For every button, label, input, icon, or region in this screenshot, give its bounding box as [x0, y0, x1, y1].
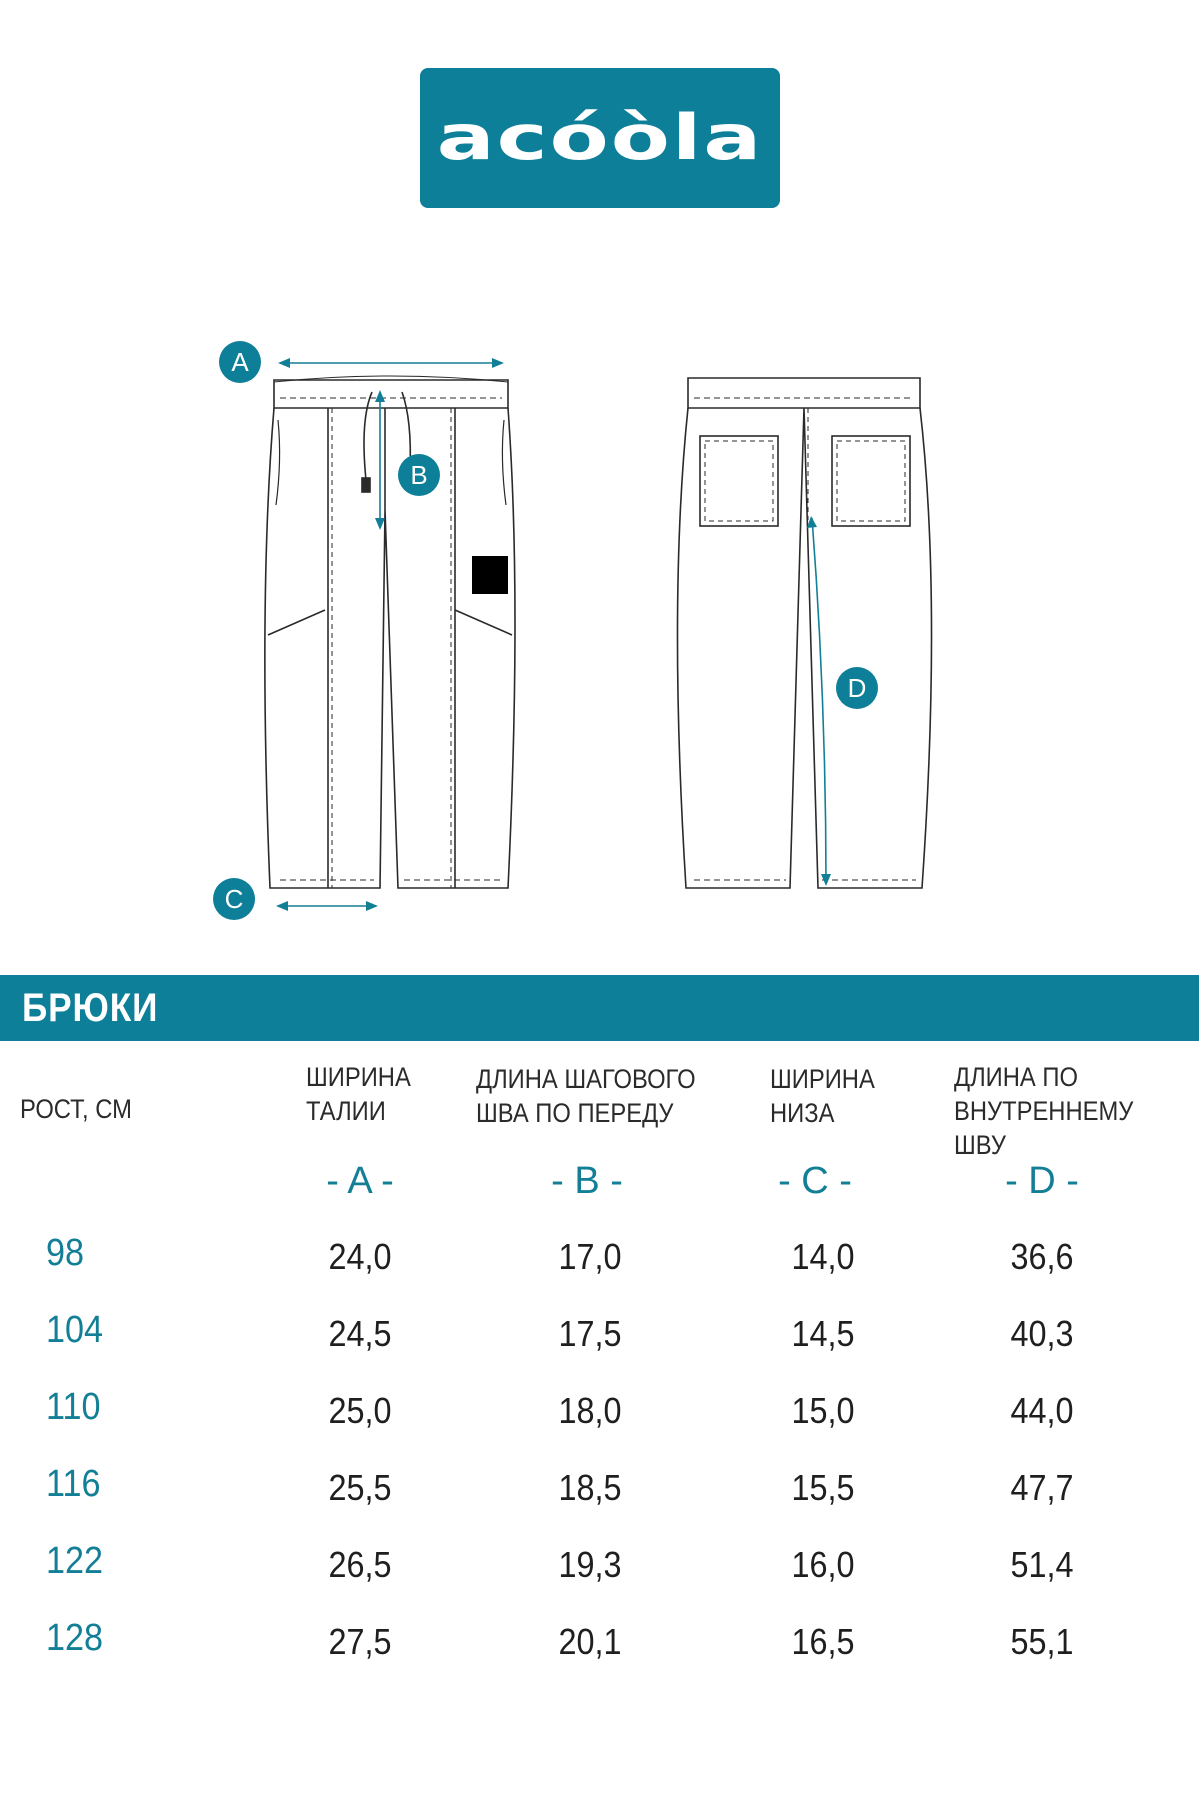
table-title: БРЮКИ — [22, 986, 159, 1030]
row-height-98: 98 — [46, 1232, 85, 1274]
svg-text:A: A — [231, 347, 249, 377]
column-header-b: ДЛИНА ШАГОВОГО ШВА ПО ПЕРЕДУ — [476, 1064, 696, 1128]
cell-d: 51,4 — [1010, 1544, 1074, 1585]
row-height-128: 128 — [46, 1617, 104, 1659]
cell-d: 44,0 — [1010, 1390, 1074, 1431]
column-letter-a: - A - — [326, 1160, 394, 1202]
cell-c: 16,0 — [791, 1544, 855, 1585]
svg-text:D: D — [847, 673, 867, 703]
cell-b: 18,0 — [558, 1390, 622, 1431]
cell-a: 25,5 — [328, 1467, 392, 1508]
cell-a: 24,5 — [328, 1313, 392, 1354]
svg-text:C: C — [224, 884, 244, 914]
column-header-c: ШИРИНА НИЗА — [770, 1064, 875, 1128]
marker-d — [836, 667, 878, 709]
cell-c: 14,5 — [791, 1313, 855, 1354]
cell-b: 17,0 — [558, 1236, 622, 1277]
cell-b: 17,5 — [558, 1313, 622, 1354]
cell-c: 15,0 — [791, 1390, 855, 1431]
column-letter-d: - D - — [1005, 1160, 1079, 1202]
column-letter-b: - B - — [551, 1160, 623, 1202]
marker-a — [219, 341, 261, 383]
cell-d: 47,7 — [1010, 1467, 1074, 1508]
cell-d: 55,1 — [1010, 1621, 1074, 1662]
cell-c: 15,5 — [791, 1467, 855, 1508]
cell-d: 40,3 — [1010, 1313, 1074, 1354]
cell-c: 14,0 — [791, 1236, 855, 1277]
column-header-d: ДЛИНА ПО ВНУТРЕННЕМУ ШВУ — [954, 1062, 1134, 1160]
row-height-116: 116 — [46, 1463, 101, 1505]
pants-back-view — [677, 378, 931, 888]
pants-front-view — [265, 376, 515, 888]
row-height-122: 122 — [46, 1540, 104, 1582]
cell-a: 24,0 — [328, 1236, 392, 1277]
table-title-banner — [0, 975, 1199, 1041]
brand-logo-text: acóòla — [436, 102, 764, 174]
cell-d: 36,6 — [1010, 1236, 1074, 1277]
height-column-header: РОСТ, СМ — [20, 1094, 132, 1124]
cell-a: 27,5 — [328, 1621, 392, 1662]
marker-c — [213, 878, 255, 920]
cell-a: 26,5 — [328, 1544, 392, 1585]
brand-logo — [420, 68, 780, 208]
cell-b: 20,1 — [558, 1621, 622, 1662]
cell-b: 19,3 — [558, 1544, 622, 1585]
column-letter-c: - C - — [778, 1160, 852, 1202]
marker-b — [398, 454, 440, 496]
row-height-104: 104 — [46, 1309, 104, 1351]
cell-c: 16,5 — [791, 1621, 855, 1662]
cell-b: 18,5 — [558, 1467, 622, 1508]
row-height-110: 110 — [46, 1386, 101, 1428]
column-header-a: ШИРИНА ТАЛИИ — [306, 1062, 411, 1126]
pants-diagram — [0, 300, 1199, 940]
cell-a: 25,0 — [328, 1390, 392, 1431]
svg-text:B: B — [410, 460, 428, 490]
